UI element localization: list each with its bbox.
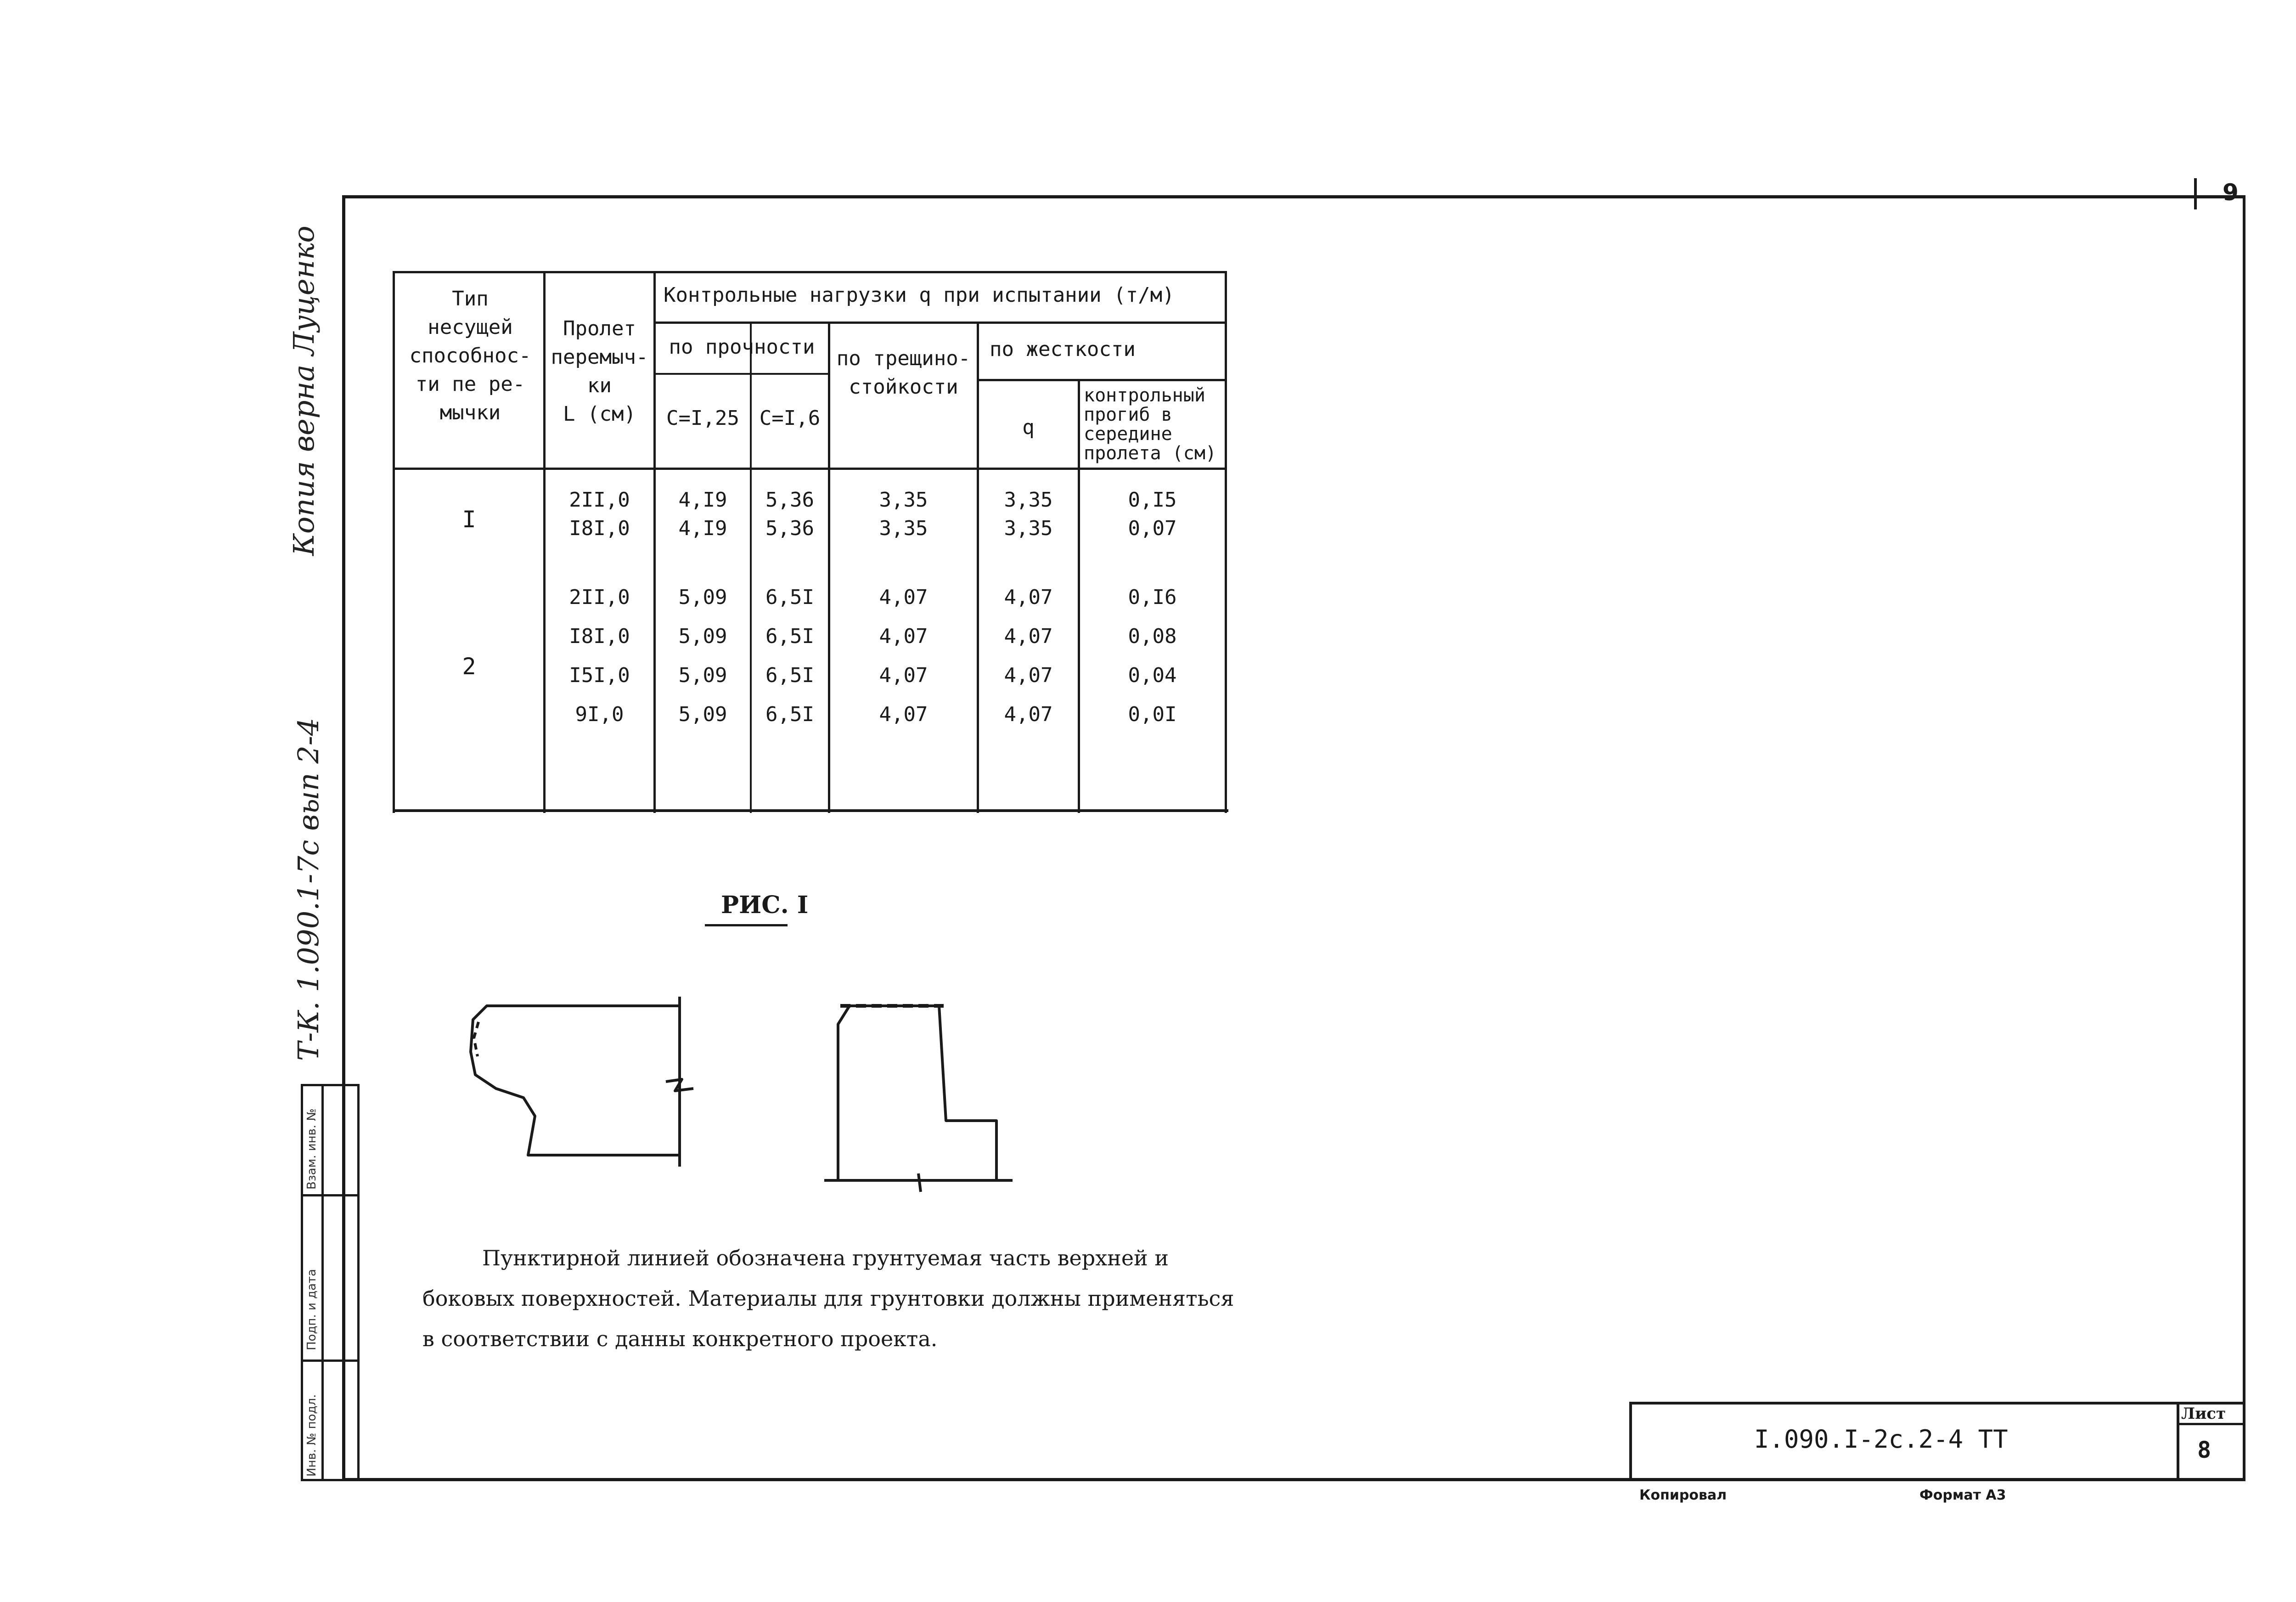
- cell-span: 9I,0: [575, 703, 624, 726]
- header-crack-line: стойкости: [849, 375, 958, 399]
- header-span-line: перемыч-: [551, 345, 648, 369]
- figure-title: РИС. I: [721, 891, 809, 919]
- stamp-label-sign: Подп. и дата: [305, 1269, 319, 1350]
- figure-title-underline: [705, 924, 788, 926]
- section-break-mark: [918, 1173, 921, 1192]
- cell-span: I5I,0: [569, 664, 630, 687]
- cell-c2: 5,36: [765, 517, 814, 540]
- row-type-2: 2: [462, 653, 476, 680]
- lintel-section-outline: [838, 1006, 996, 1180]
- header-type-line: несущей: [428, 316, 513, 339]
- title-block-divider: [2177, 1402, 2179, 1480]
- stamp-label-inventory: Инв. № подл.: [305, 1394, 319, 1477]
- cell-q: 4,07: [1004, 703, 1053, 726]
- header-crack-line: по трещино-: [836, 347, 971, 370]
- cell-crack: 3,35: [879, 488, 928, 512]
- cell-q: 4,07: [1004, 664, 1053, 687]
- cell-q: 3,35: [1004, 517, 1053, 540]
- cell-crack: 4,07: [879, 703, 928, 726]
- cell-c2: 6,5I: [765, 664, 814, 687]
- header-c1: С=I,25: [666, 406, 739, 430]
- cell-span: I8I,0: [569, 517, 630, 540]
- margin-note-copy: Копия верна Луценко: [287, 226, 321, 556]
- row-type-1: I: [462, 506, 476, 533]
- footer-copied: Копировал: [1639, 1487, 1727, 1503]
- cell-deflection: 0,07: [1128, 517, 1177, 540]
- header-type-line: мычки: [439, 401, 501, 424]
- page-number: 9: [2223, 179, 2239, 206]
- cell-c2: 6,5I: [765, 586, 814, 609]
- header-deflection-line: прогиб в: [1084, 404, 1172, 425]
- cell-span: 2II,0: [569, 586, 630, 609]
- note-line: в соответствии с данны конкретного проекта.: [422, 1326, 938, 1351]
- cell-c2: 5,36: [765, 488, 814, 512]
- note-text: [422, 1238, 1322, 1359]
- cell-deflection: 0,08: [1128, 625, 1177, 648]
- cell-crack: 4,07: [879, 625, 928, 648]
- document-code: I.090.I-2с.2-4 ТТ: [1754, 1425, 2008, 1454]
- header-span-line: L (см): [563, 402, 636, 426]
- header-deflection-line: середине: [1084, 423, 1172, 445]
- title-block-divider: [2177, 1423, 2245, 1425]
- control-loads-table: [393, 271, 1233, 813]
- sheet-number: 8: [2197, 1437, 2212, 1463]
- header-stiffness: по жесткости: [990, 338, 1136, 361]
- sheet-label: Лист: [2181, 1405, 2226, 1423]
- cell-c2: 6,5I: [765, 703, 814, 726]
- cell-c1: 5,09: [678, 703, 727, 726]
- note-line: боковых поверхностей. Материалы для грунтовки должны применяться: [422, 1286, 1234, 1311]
- cell-q: 3,35: [1004, 488, 1053, 512]
- page-number-tick: [2194, 178, 2197, 209]
- header-deflection-line: контрольный: [1084, 385, 1205, 406]
- cell-c1: 5,09: [678, 586, 727, 609]
- cell-q: 4,07: [1004, 586, 1053, 609]
- cell-c1: 4,I9: [678, 517, 727, 540]
- cell-deflection: 0,I6: [1128, 586, 1177, 609]
- stamp-cell-line: [301, 1359, 360, 1362]
- cell-crack: 4,07: [879, 664, 928, 687]
- header-q: q: [1022, 416, 1035, 439]
- header-type-line: Тип: [452, 287, 489, 310]
- cell-crack: 3,35: [879, 517, 928, 540]
- header-type-line: ти пе ре-: [415, 372, 525, 396]
- cell-c1: 5,09: [678, 625, 727, 648]
- cell-span: 2II,0: [569, 488, 630, 512]
- cell-deflection: 0,0I: [1128, 703, 1177, 726]
- cell-c1: 4,I9: [678, 488, 727, 512]
- margin-note-series: Т-К. 1.090.1-7с вып 2-4: [292, 717, 325, 1061]
- cell-deflection: 0,I5: [1128, 488, 1177, 512]
- header-span-line: Пролет: [563, 317, 636, 340]
- primed-line-side: [474, 1022, 478, 1056]
- cell-deflection: 0,04: [1128, 664, 1177, 687]
- cell-c1: 5,09: [678, 664, 727, 687]
- footer-format: Формат А3: [1919, 1487, 2006, 1503]
- lintel-side-outline: [471, 1006, 680, 1155]
- header-span-line: ки: [587, 374, 612, 397]
- header-strength: по прочности: [669, 335, 815, 359]
- cell-c2: 6,5I: [765, 625, 814, 648]
- lintel-figure: [450, 987, 1029, 1199]
- stamp-divider: [321, 1084, 324, 1481]
- stamp-cell-line: [301, 1194, 360, 1196]
- header-type-line: способнос-: [409, 344, 531, 367]
- cell-q: 4,07: [1004, 625, 1053, 648]
- header-deflection-line: пролета (см): [1084, 443, 1216, 464]
- header-c2: С=I,6: [759, 406, 821, 430]
- break-mark: [666, 1079, 693, 1091]
- note-line: Пунктирной линией обозначена грунтуемая часть верхней и: [482, 1246, 1169, 1270]
- cell-crack: 4,07: [879, 586, 928, 609]
- header-control-loads: Контрольные нагрузки q при испытании (т/м): [664, 283, 1175, 307]
- stamp-label-replace: Взам. инв. №: [305, 1108, 319, 1190]
- cell-span: I8I,0: [569, 625, 630, 648]
